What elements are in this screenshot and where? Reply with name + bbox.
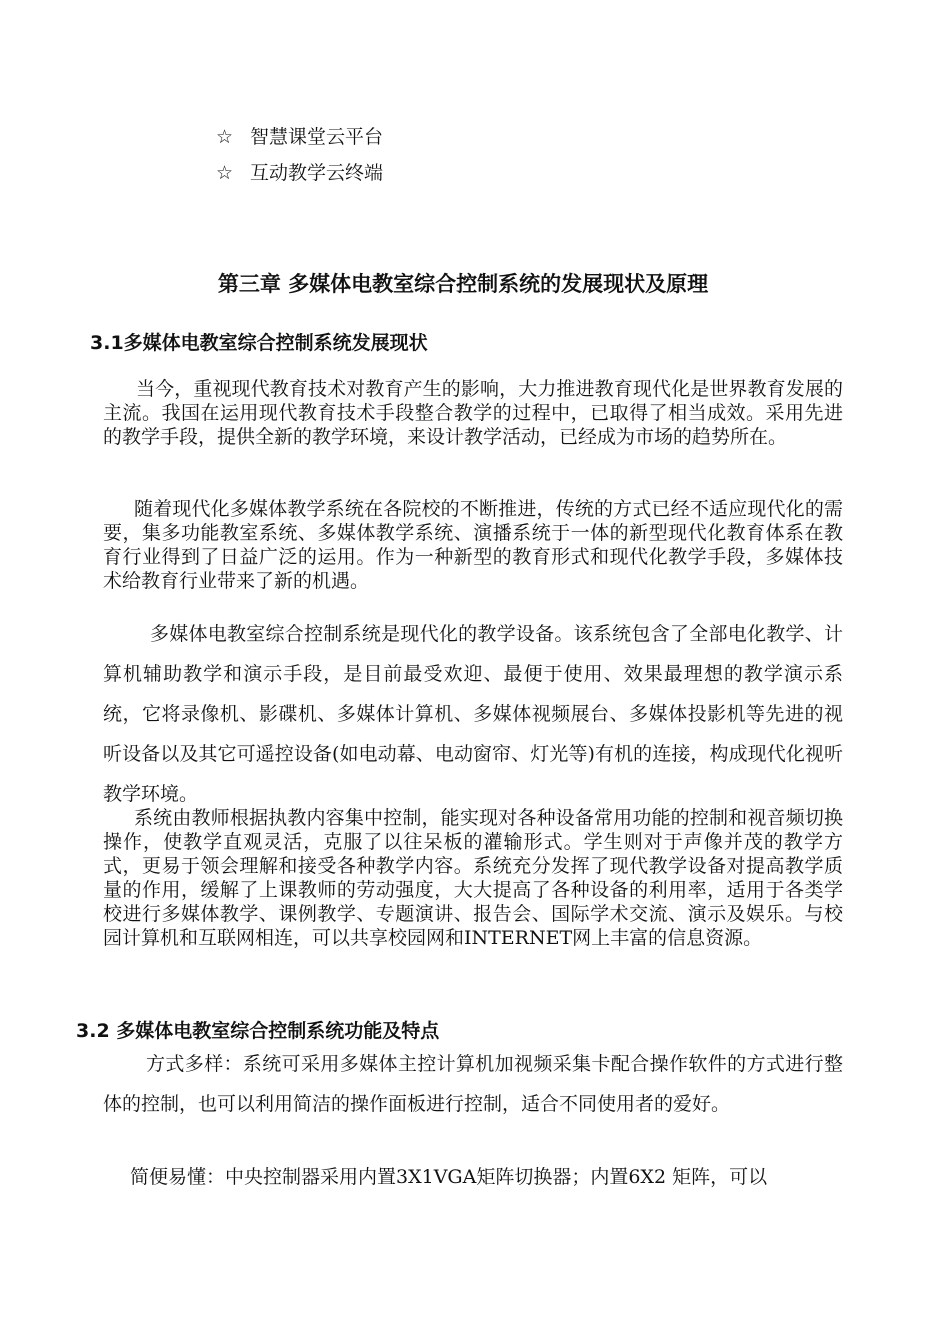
section-heading: 3.1多媒体电教室综合控制系统发展现状 [90,332,428,354]
bullet-item [216,123,383,151]
star-icon: ☆ [216,162,234,184]
star-icon: ☆ [216,126,234,148]
paragraph: 方式多样：系统可采用多媒体主控计算机加视频采集卡配合操作软件的方式进行整体的控制，也可以利用简洁的操作面板进行控制，适合不同使用者的爱好。 [103,1053,843,1115]
bullet-text: 互动教学云终端 [250,162,384,184]
paragraph: 多媒体电教室综合控制系统是现代化的教学设备。该系统包含了全部电化教学、计算机辅助教学和演示手段，是目前最受欢迎、最便于使用、效果最理想的教学演示系统，它将录像机、影碟机、多媒体计算机、多媒体视频展台、多媒体投影机等先进的视听设备以及其它可遥控设备(如电动幕、电动窗帘、灯光等)有机的连接，构成现代化视听教学环境。 [103,623,843,805]
paragraph: 简便易懂：中央控制器采用内置3X1VGA矩阵切换器；内置6X2 矩阵，可以 [130,1166,768,1188]
paragraph: 随着现代化多媒体教学系统在各院校的不断推进，传统的方式已经不适应现代化的需要，集多功能教室系统、多媒体教学系统、演播系统于一体的新型现代化教育体系在教育行业得到了日益广泛的运用。作为一种新型的教育形式和现代化教学手段，多媒体技术给教育行业带来了新的机遇。 [103,498,843,592]
bullet-item [216,159,383,187]
paragraph: 当今，重视现代教育技术对教育产生的影响，大力推进教育现代化是世界教育发展的主流。我国在运用现代教育技术手段整合教学的过程中，已取得了相当成效。采用先进的教学手段，提供全新的教学环境，来设计教学活动，已经成为市场的趋势所在。 [103,378,843,448]
chapter-title: 第三章 多媒体电教室综合控制系统的发展现状及原理 [217,272,709,296]
paragraph: 系统由教师根据执教内容集中控制，能实现对各种设备常用功能的控制和视音频切换操作，使教学直观灵活，克服了以往呆板的灌输形式。学生则对于声像并茂的教学方式，更易于领会理解和接受各种教学内容。系统充分发挥了现代教学设备对提高教学质量的作用，缓解了上课教师的劳动强度，大大提高了各种设备的利用率，适用于各类学校进行多媒体教学、课例教学、专题演讲、报告会、国际学术交流、演示及娱乐。与校园计算机和互联网相连，可以共享校园网和INTERNET网上丰富的信息资源。 [103,807,843,949]
bullet-text: 智慧课堂云平台 [250,126,384,148]
section-heading: 3.2 多媒体电教室综合控制系统功能及特点 [76,1020,440,1042]
